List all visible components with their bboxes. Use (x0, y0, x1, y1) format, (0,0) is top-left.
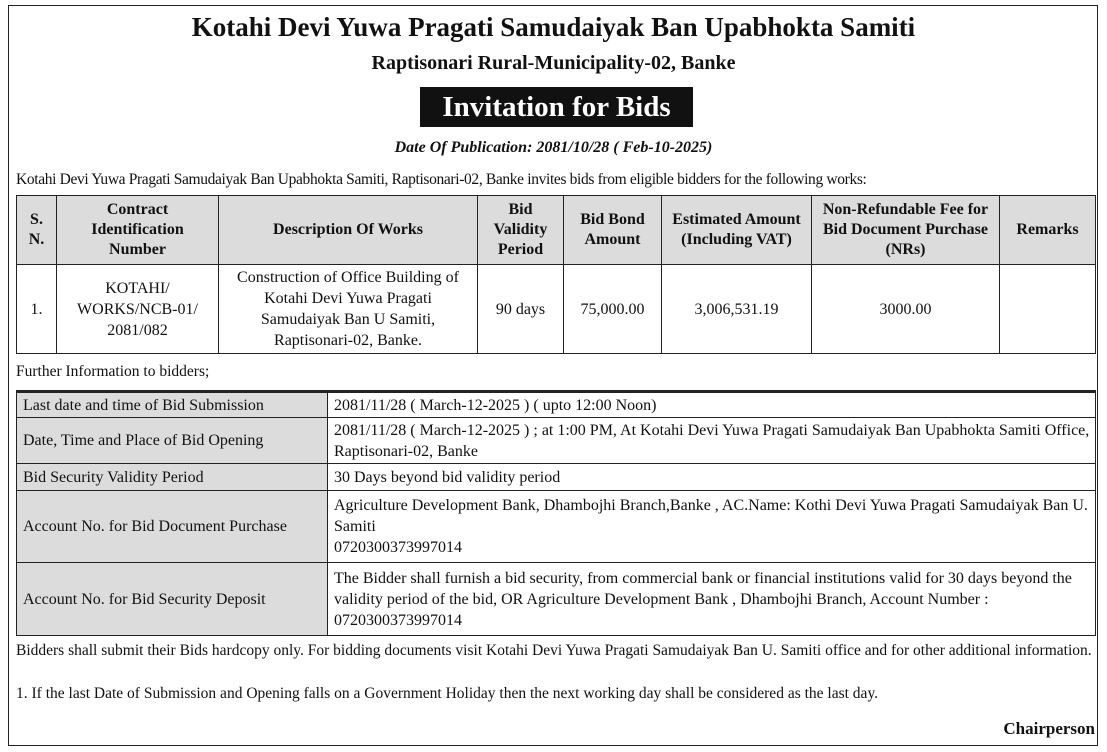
footer-note: Bidders shall submit their Bids hardcopy only. For bidding documents visit Kotahi Devi Yuwa Pragati Samudaiyak Ban U. Samiti office and for other additional information. (16, 642, 1092, 659)
info-key: Bid Security Validity Period (17, 464, 328, 491)
col-remarks: Remarks (1000, 196, 1096, 265)
info-key: Date, Time and Place of Bid Opening (17, 418, 328, 464)
cell-description: Construction of Office Building of Kotahi Devi Yuwa Pragati Samudaiyak Ban U Samiti, Raptisonari-02, Banke. (219, 265, 478, 354)
col-sn: S. N. (17, 196, 57, 265)
info-row (17, 491, 1096, 563)
org-name: Kotahi Devi Yuwa Pragati Samudaiyak Ban Upabhokta Samiti (191, 12, 916, 42)
col-estimated: Estimated Amount (Including VAT) (662, 196, 812, 265)
notice-title: Invitation for Bids (420, 87, 693, 127)
table-row (17, 265, 1096, 354)
info-row (17, 563, 1096, 636)
further-info-label: Further Information to bidders; (16, 363, 210, 380)
cell-validity: 90 days (478, 265, 564, 354)
info-key: Account No. for Bid Security Deposit (17, 563, 328, 636)
col-description: Description Of Works (219, 196, 478, 265)
col-bid-bond: Bid Bond Amount (564, 196, 662, 265)
cell-estimated: 3,006,531.19 (662, 265, 812, 354)
info-table (16, 390, 1096, 636)
info-row (17, 392, 1096, 418)
location: Raptisonari Rural-Municipality-02, Banke (371, 52, 736, 74)
signatory: Chairperson (1003, 719, 1095, 738)
cell-bid-bond: 75,000.00 (564, 265, 662, 354)
info-value: 2081/11/28 ( March-12-2025 ) ; at 1:00 PM, At Kotahi Devi Yuwa Pragati Samudaiyak Ban Upabhokta Samiti Office, Raptisonari-02, Banke (328, 418, 1096, 464)
col-contract-id: Contract Identification Number (57, 196, 219, 265)
intro-text: Kotahi Devi Yuwa Pragati Samudaiyak Ban Upabhokta Samiti, Raptisonari-02, Banke invites bids from eligible bidders for the following works: (16, 171, 867, 188)
info-value: 2081/11/28 ( March-12-2025 ) ( upto 12:00 Noon) (328, 392, 1096, 418)
info-value (328, 491, 1096, 563)
bid-table (16, 195, 1096, 354)
cell-fee: 3000.00 (812, 265, 1000, 354)
cell-remarks (1000, 265, 1096, 354)
info-value: The Bidder shall furnish a bid security, from commercial bank or financial institutions valid for 30 days beyond the validity period of the bid, OR Agriculture Development Bank , Dhambojhi Branch, Account Number : 0720300373997014 (328, 563, 1096, 636)
info-row (17, 464, 1096, 491)
table-header-row (17, 196, 1096, 265)
info-key: Account No. for Bid Document Purchase (17, 491, 328, 563)
col-fee: Non-Refundable Fee for Bid Document Purchase (NRs) (812, 196, 1000, 265)
publication-date: Date Of Publication: 2081/10/28 ( Feb-10-2025) (394, 139, 713, 156)
info-value: 30 Days beyond bid validity period (328, 464, 1096, 491)
cell-contract-id: KOTAHI/ WORKS/NCB-01/ 2081/082 (57, 265, 219, 354)
bank-details: Agriculture Development Bank, Dhambojhi Branch,Banke , AC.Name: Kothi Devi Yuwa Pragati Samudaiyak Ban U. Samiti (334, 497, 1088, 535)
info-key: Last date and time of Bid Submission (17, 392, 328, 418)
col-validity: Bid Validity Period (478, 196, 564, 265)
footer-point-1: 1. If the last Date of Submission and Opening falls on a Government Holiday then the next working day shall be considered as the last day. (16, 685, 879, 702)
cell-sn: 1. (17, 265, 57, 354)
account-number: 0720300373997014 (334, 539, 462, 556)
info-row (17, 418, 1096, 464)
